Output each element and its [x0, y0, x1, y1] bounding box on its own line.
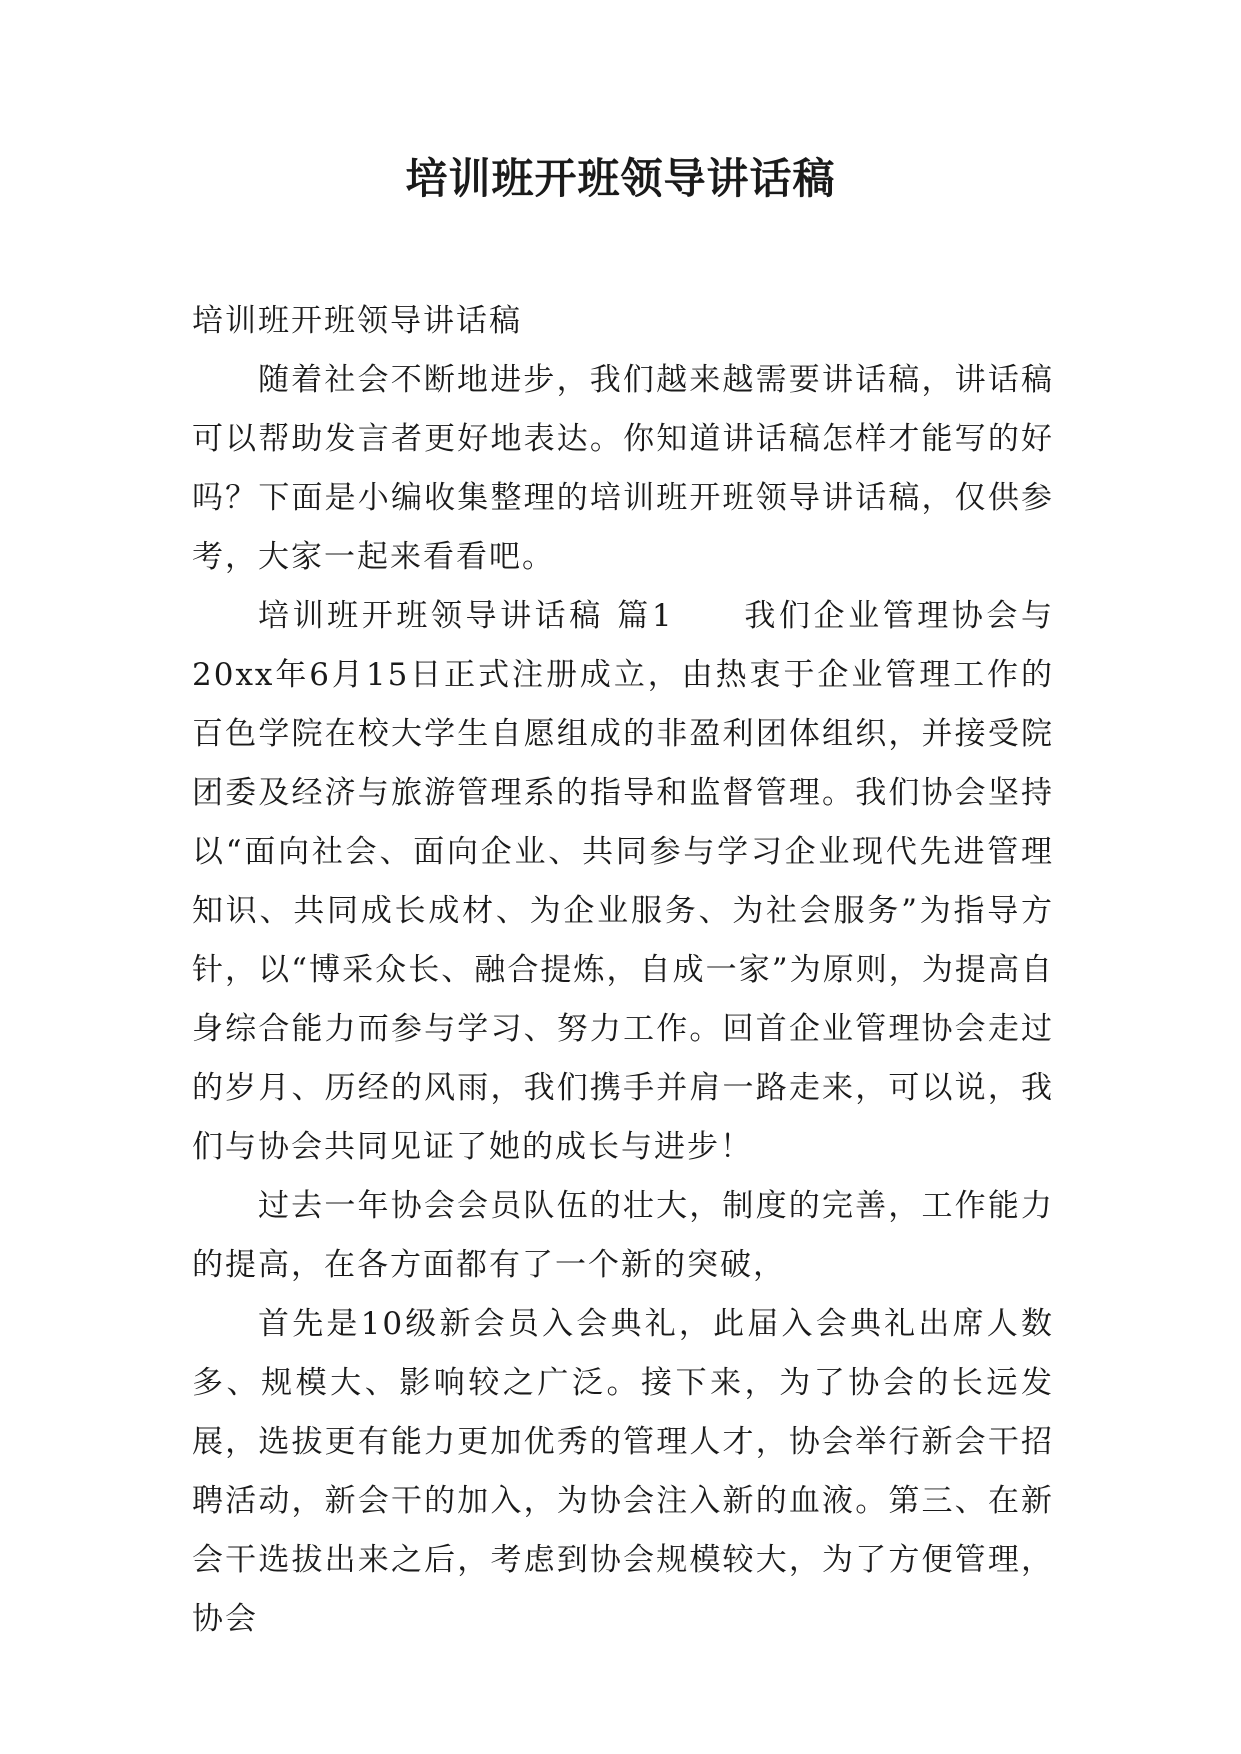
paragraph-progress: 过去一年协会会员队伍的壮大，制度的完善，工作能力的提高，在各方面都有了一个新的突破，: [192, 1188, 1054, 1283]
paragraph-intro: 随着社会不断地进步，我们越来越需要讲话稿，讲话稿可以帮助发言者更好地表达。你知道讲话稿怎样才能写的好吗？下面是小编收集整理的培训班开班领导讲话稿，仅供参考，大家一起来看看吧。: [192, 362, 1054, 575]
paragraph-activities: 首先是10级新会员入会典礼，此届入会典礼出席人数多、规模大、影响较之广泛。接下来，为了协会的长远发展，选拔更有能力更加优秀的管理人才，协会举行新会干招聘活动，新会干的加入，为协会注入新的血液。第三、在新会干选拔出来之后，考虑到协会规模较大，为了方便管理，协会: [192, 1306, 1054, 1637]
paragraph-subtitle: 培训班开班领导讲话稿: [192, 303, 522, 339]
paragraph-association: 培训班开班领导讲话稿 篇1 我们企业管理协会与20xx年6月15日正式注册成立，由热衷于企业管理工作的百色学院在校大学生自愿组成的非盈利团体组织，并接受院团委及经济与旅游管理系的指导和监督管理。我们协会坚持以“面向社会、面向企业、共同参与学习企业现代先进管理知识、共同成长成材、为企业服务、为社会服务”为指导方针，以“博采众长、融合提炼，自成一家”为原则，为提高自身综合能力而参与学习、努力工作。回首企业管理协会走过的岁月、历经的风雨，我们携手并肩一路走来，可以说，我们与协会共同见证了她的成长与进步！: [192, 598, 1054, 1165]
document-title: 培训班开班领导讲话稿: [405, 154, 836, 203]
document-body: [192, 292, 1054, 1649]
